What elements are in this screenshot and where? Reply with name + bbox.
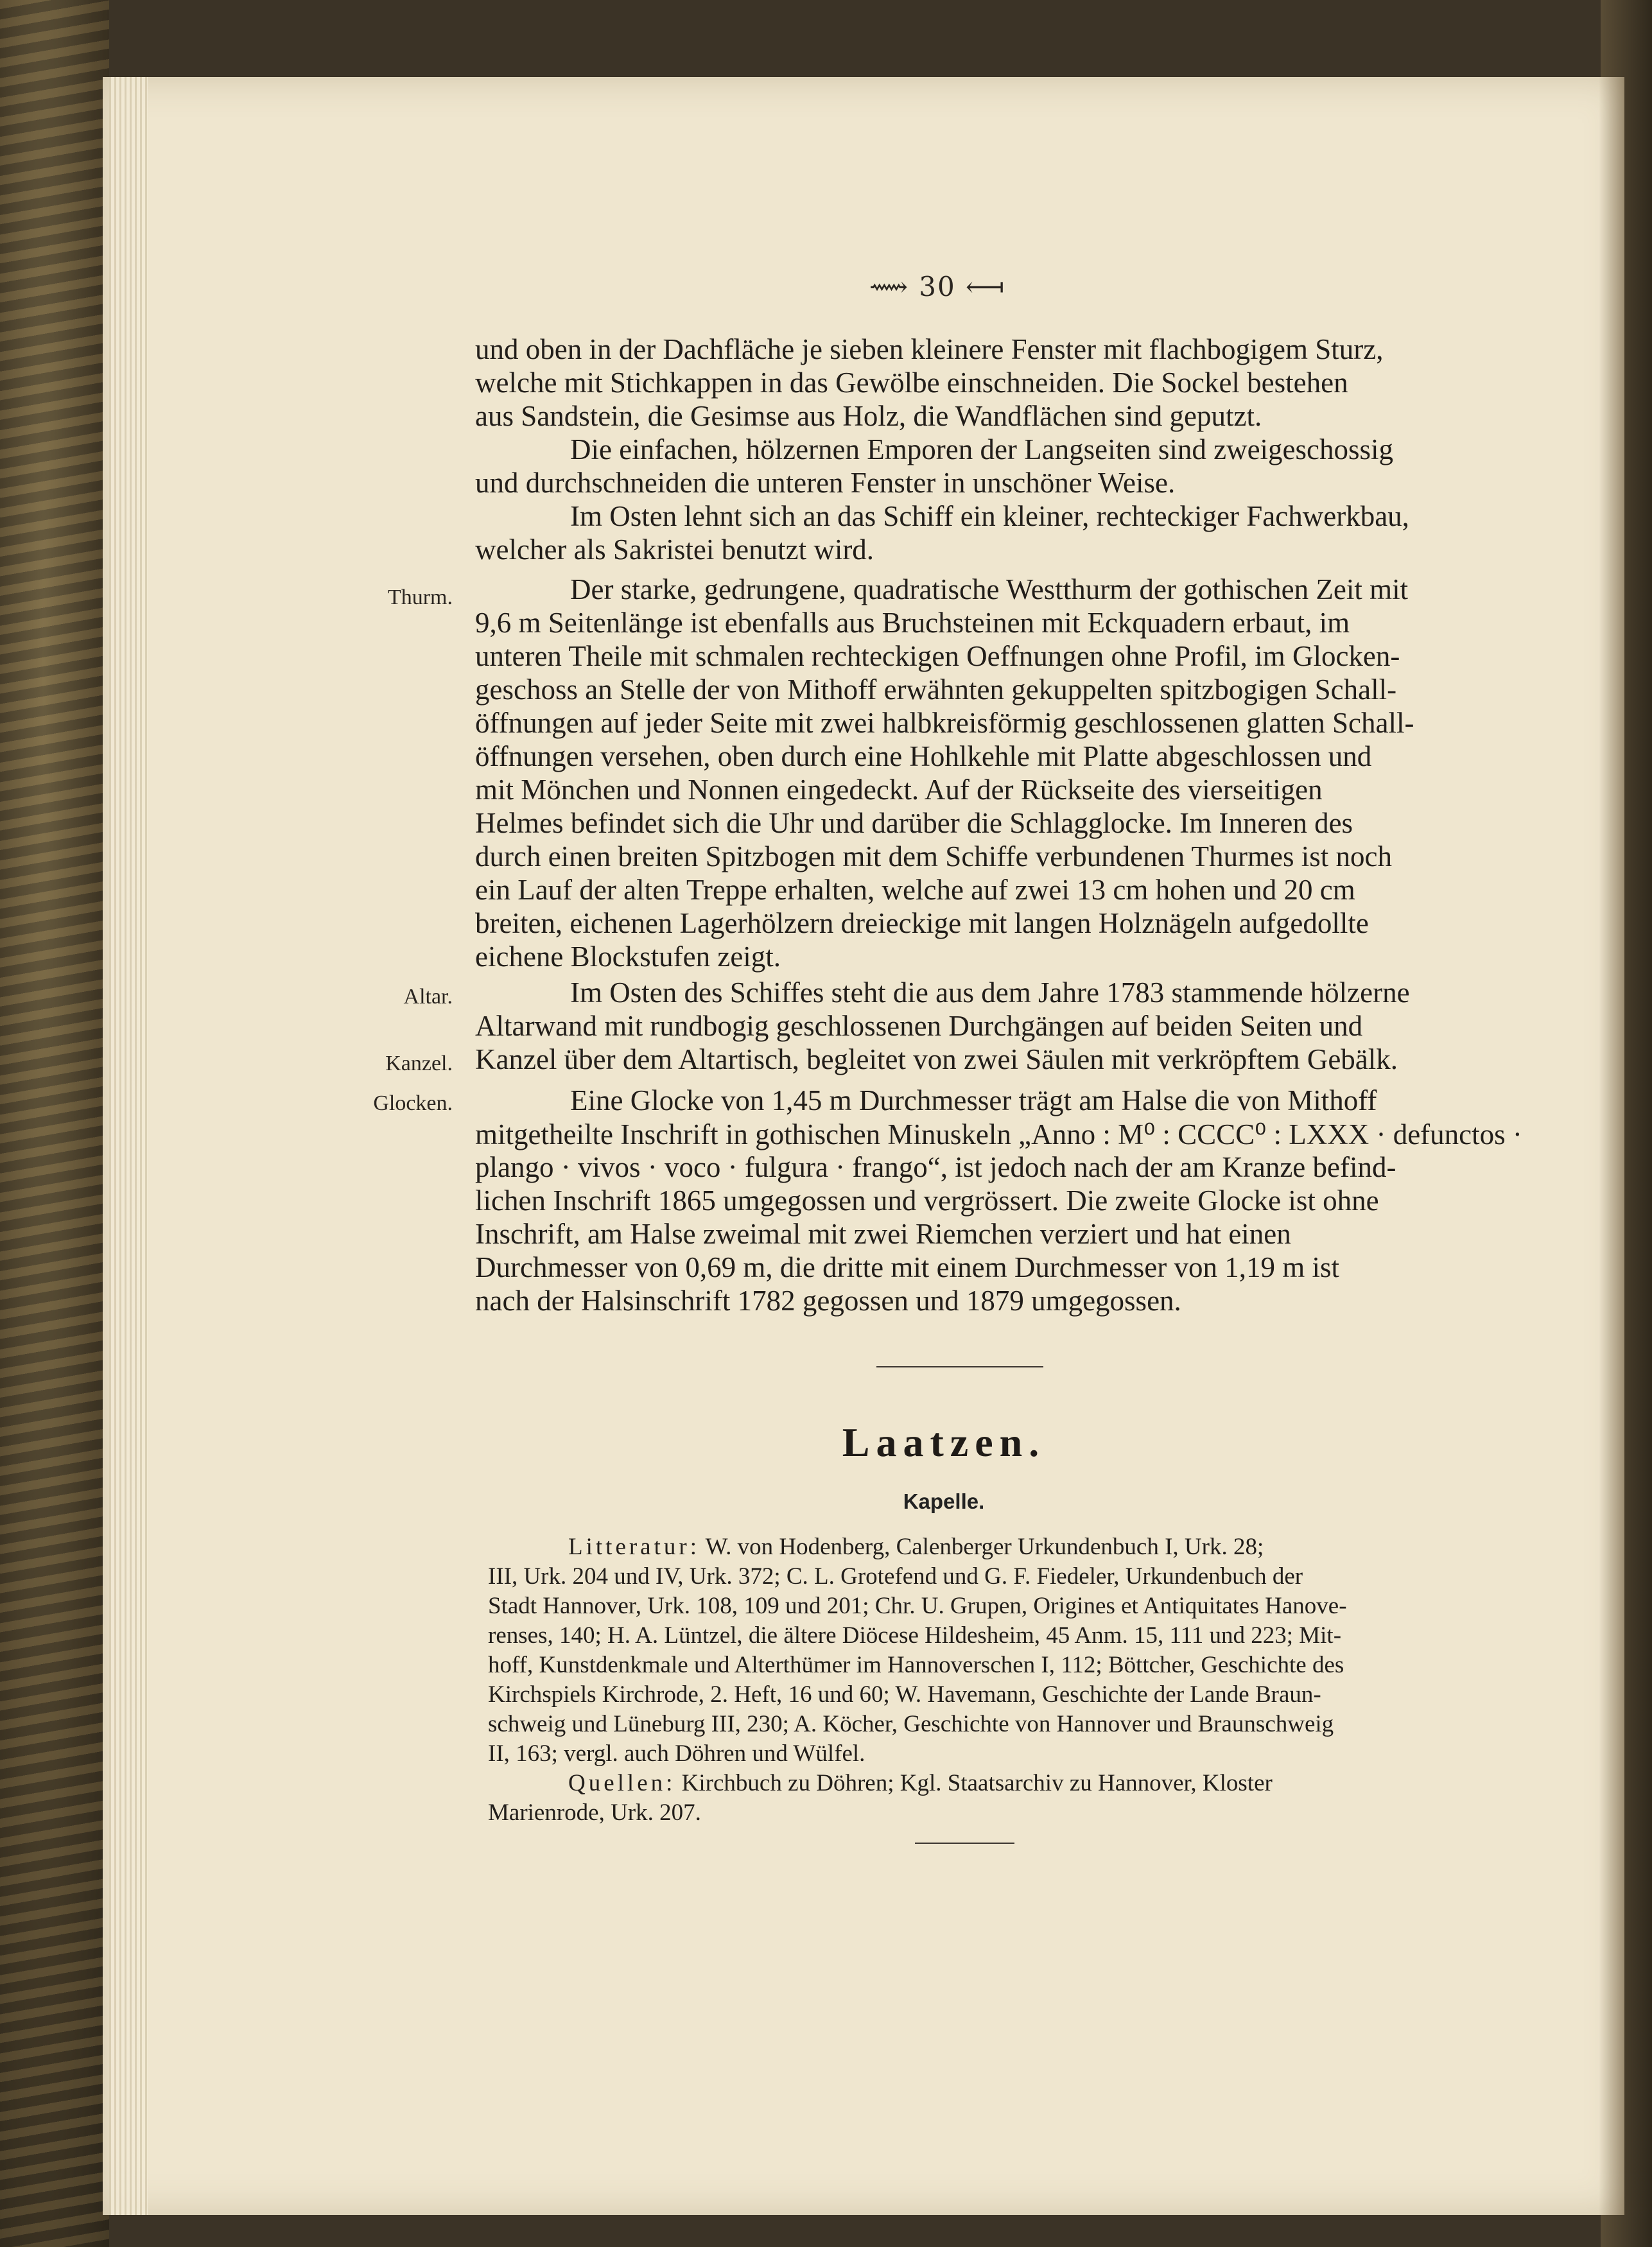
body-line: Altarwand mit rundbogig geschlossenen Durchgängen auf beiden Seiten und xyxy=(475,1010,1363,1042)
body-line: Die einfachen, hölzernen Emporen der Langseiten sind zweigeschossig xyxy=(570,433,1394,465)
margin-note-kanzel: Kanzel. xyxy=(385,1052,453,1075)
body-line: Inschrift, am Halse zweimal mit zwei Riemchen verziert und hat einen xyxy=(475,1218,1291,1250)
body-line: welche mit Stichkappen in das Gewölbe einschneiden. Die Sockel bestehen xyxy=(475,367,1348,399)
body-line: Durchmesser von 0,69 m, die dritte mit einem Durchmesser von 1,19 m ist xyxy=(475,1251,1340,1283)
body-line: lichen Inschrift 1865 umgegossen und vergrössert. Die zweite Glocke ist ohne xyxy=(475,1184,1379,1217)
body-line: mitgetheilte Inschrift in gothischen Minuskeln „Anno : M⁰ : CCCC⁰ : LXXX · defunctos · xyxy=(475,1118,1522,1150)
page-edges xyxy=(109,77,148,2215)
margin-note-thurm: Thurm. xyxy=(387,586,453,609)
note-line: hoff, Kunstdenkmale und Alterthümer im Hannoverschen I, 112; Böttcher, Geschichte des xyxy=(488,1652,1344,1678)
note-line: Stadt Hannover, Urk. 108, 109 und 201; Chr. U. Grupen, Origines et Antiquitates Hanove- xyxy=(488,1593,1347,1619)
note-line: schweig und Lüneburg III, 230; A. Köcher, Geschichte von Hannover und Braunschweig xyxy=(488,1711,1334,1737)
note-line: Kirchspiels Kirchrode, 2. Heft, 16 und 60; W. Havemann, Geschichte der Lande Braun- xyxy=(488,1681,1321,1708)
note-line: Quellen: Kirchbuch zu Döhren; Kgl. Staatsarchiv zu Hannover, Kloster xyxy=(568,1770,1273,1796)
note-line: Marienrode, Urk. 207. xyxy=(488,1800,701,1826)
margin-note-glocken: Glocken. xyxy=(373,1091,453,1115)
page-number: ⟿ 30 ⟻ xyxy=(869,271,1006,302)
end-divider xyxy=(915,1843,1014,1844)
note-line: renses, 140; H. A. Lüntzel, die ältere Diöcese Hildesheim, 45 Anm. 15, 111 und 223; Mit- xyxy=(488,1622,1342,1649)
body-line: öffnungen auf jeder Seite mit zwei halbkreisförmig geschlossenen glatten Schall- xyxy=(475,707,1414,739)
body-line: und durchschneiden die unteren Fenster in unschöner Weise. xyxy=(475,467,1176,499)
body-line: breiten, eichenen Lagerhölzern dreieckige mit langen Holznägeln aufgedollte xyxy=(475,907,1369,939)
body-line: Im Osten des Schiffes steht die aus dem Jahre 1783 stammende hölzerne xyxy=(570,976,1410,1009)
body-line: unteren Theile mit schmalen rechteckigen Oeffnungen ohne Profil, im Glocken- xyxy=(475,640,1400,672)
body-line: und oben in der Dachfläche je sieben kleinere Fenster mit flachbogigem Sturz, xyxy=(475,333,1384,365)
quellen-label: Quellen: xyxy=(568,1770,676,1796)
section-subheading: Kapelle. xyxy=(903,1489,985,1513)
body-line: Eine Glocke von 1,45 m Durchmesser trägt am Halse die von Mithoff xyxy=(570,1084,1377,1116)
body-line: geschoss an Stelle der von Mithoff erwähnten gekuppelten spitzbogigen Schall- xyxy=(475,673,1397,706)
note-line: III, Urk. 204 und IV, Urk. 372; C. L. Grotefend und G. F. Fiedeler, Urkundenbuch der xyxy=(488,1563,1303,1590)
body-line: durch einen breiten Spitzbogen mit dem Schiffe verbundenen Thurmes ist noch xyxy=(475,840,1392,872)
note-line: II, 163; vergl. auch Döhren und Wülfel. xyxy=(488,1740,865,1767)
section-heading: Laatzen. xyxy=(842,1419,1046,1465)
body-line: welcher als Sakristei benutzt wird. xyxy=(475,534,874,566)
section-divider xyxy=(876,1366,1043,1367)
book-cover-left xyxy=(0,0,109,2247)
body-line: aus Sandstein, die Gesimse aus Holz, die Wandflächen sind geputzt. xyxy=(475,400,1262,432)
body-line: Der starke, gedrungene, quadratische Westthurm der gothischen Zeit mit xyxy=(570,573,1409,605)
body-line: eichene Blockstufen zeigt. xyxy=(475,941,781,973)
body-line: mit Mönchen und Nonnen eingedeckt. Auf der Rückseite des vierseitigen xyxy=(475,774,1323,806)
body-line: nach der Halsinschrift 1782 gegossen und 1879 umgegossen. xyxy=(475,1285,1181,1317)
body-line: Im Osten lehnt sich an das Schiff ein kleiner, rechteckiger Fachwerkbau, xyxy=(570,500,1409,532)
body-line: öffnungen versehen, oben durch eine Hohlkehle mit Platte abgeschlossen und xyxy=(475,740,1372,772)
note-line: Litteratur: W. von Hodenberg, Calenberger Urkundenbuch I, Urk. 28; xyxy=(568,1534,1264,1560)
body-line: Kanzel über dem Altartisch, begleitet von zwei Säulen mit verkröpftem Gebälk. xyxy=(475,1043,1398,1075)
body-line: ein Lauf der alten Treppe erhalten, welche auf zwei 13 cm hohen und 20 cm xyxy=(475,874,1355,906)
litteratur-label: Litteratur: xyxy=(568,1534,700,1560)
gutter-shadow xyxy=(1599,77,1624,2215)
body-line: plango · vivos · voco · fulgura · frango“, ist jedoch nach der am Kranze befind- xyxy=(475,1151,1396,1183)
body-line: 9,6 m Seitenlänge ist ebenfalls aus Bruchsteinen mit Eckquadern erbaut, im xyxy=(475,607,1350,639)
body-line: Helmes befindet sich die Uhr und darüber die Schlagglocke. Im Inneren des xyxy=(475,807,1353,839)
margin-note-altar: Altar. xyxy=(403,985,453,1009)
